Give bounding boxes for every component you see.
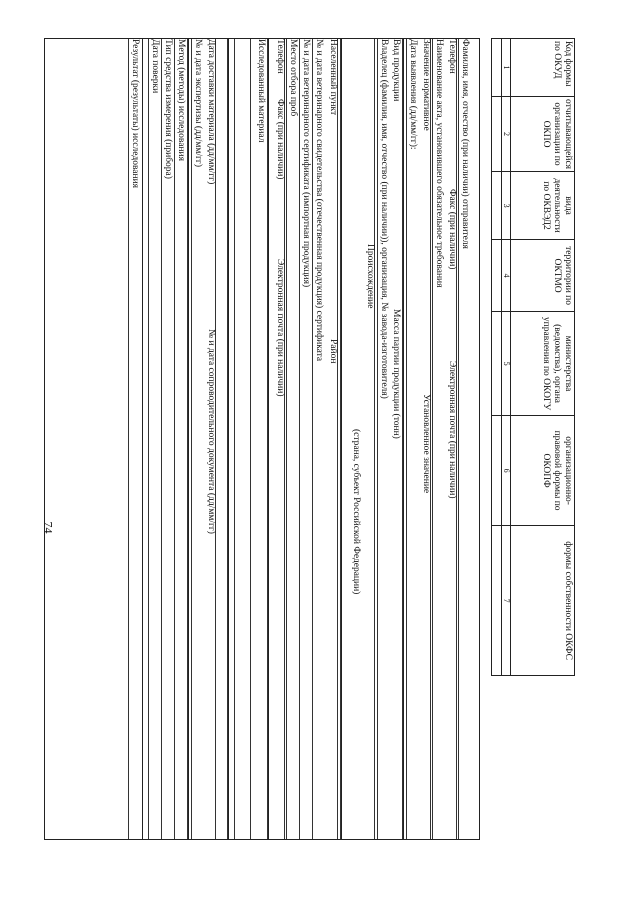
vet-import-row[interactable] xyxy=(299,39,311,839)
vet-import-label: № и дата ветеринарного сертификата (импортная продукция) xyxy=(301,39,311,288)
sample-form xyxy=(142,38,480,840)
header-okogu: министерства (ведомства), органа управления по ОКОГУ xyxy=(511,312,575,416)
col-number: 7 xyxy=(502,526,511,676)
divider xyxy=(402,39,404,839)
phone2-row[interactable] xyxy=(275,39,285,839)
sender-name-label: Фамилия, имя, отчество (при наличии) отправителя xyxy=(460,39,470,249)
value-cell[interactable] xyxy=(492,172,502,240)
phone2-label: Телефон xyxy=(275,39,285,74)
material-row[interactable] xyxy=(255,39,266,839)
verification-label: Дата поверки xyxy=(150,39,160,94)
settlement-row[interactable] xyxy=(328,39,338,839)
email2-label: Электронная почта (при наличии) xyxy=(275,259,285,397)
value-cell[interactable] xyxy=(492,526,502,676)
material-line[interactable] xyxy=(250,39,251,839)
header-okud: Код формы по ОКУД xyxy=(511,39,575,97)
col-number: 3 xyxy=(502,172,511,240)
accompanying-label: № и дата сопроводительного документа (дд/мм/гг) xyxy=(206,329,216,534)
material-line[interactable] xyxy=(234,39,235,839)
vet-domestic-label: № и дата ветеринарного свидетельства (отечественная продукция) сертификата xyxy=(314,39,324,362)
expertise-label: № и дата экспертизы (дд/мм/гг) xyxy=(193,39,203,167)
result-row[interactable] xyxy=(128,39,140,839)
requirements-row[interactable] xyxy=(432,39,444,839)
value-cell[interactable] xyxy=(492,39,502,97)
detection-date-label: Дата выявления (дд/мм/гг): xyxy=(408,39,418,150)
phone-row[interactable] xyxy=(447,39,457,839)
fax-label: Факс (при наличии) xyxy=(447,189,457,270)
value-cell[interactable] xyxy=(492,240,502,312)
result-section xyxy=(44,38,143,840)
divider xyxy=(187,39,189,839)
owner-row[interactable] xyxy=(377,39,389,839)
col-number: 5 xyxy=(502,312,511,416)
email-label: Электронная почта (при наличии) xyxy=(447,361,457,499)
header-okved: вида деятельности по ОКВЭД2 xyxy=(511,172,575,240)
fax2-label: Факс (при наличии) xyxy=(275,99,285,180)
expertise-row[interactable] xyxy=(191,39,203,839)
header-okfs: формы собственности ОКФС xyxy=(511,526,575,676)
rotated-form xyxy=(45,38,575,838)
header-okpo: отчитывающейся организации по ОКПО xyxy=(511,97,575,172)
detection-date-row[interactable] xyxy=(406,39,418,839)
col-number: 1 xyxy=(502,39,511,97)
settlement-label: Населенный пункт xyxy=(328,39,338,116)
vet-domestic-row[interactable] xyxy=(312,39,324,839)
product-type-label: Вид продукции xyxy=(391,39,401,102)
origin-hint: (страна, субъект Российской Федерации) xyxy=(351,429,361,595)
header-oktmo: территории по ОКТМО xyxy=(511,240,575,312)
divider xyxy=(267,39,269,839)
value-cell[interactable] xyxy=(492,97,502,172)
method-row[interactable] xyxy=(174,39,186,839)
col-number: 4 xyxy=(502,240,511,312)
col-number: 2 xyxy=(502,97,511,172)
delivery-row[interactable] xyxy=(206,39,216,839)
established-label: Установленное значение xyxy=(421,394,431,494)
method-label: Метод (методы) исследования xyxy=(176,39,186,161)
normative-label: Значение нормативное xyxy=(421,39,431,131)
phone-label: Телефон xyxy=(447,39,457,74)
instrument-row[interactable] xyxy=(161,39,173,839)
instrument-label: Тип средства измерения (прибора) xyxy=(163,39,173,179)
origin-row[interactable] xyxy=(365,39,375,839)
value-cell[interactable] xyxy=(492,416,502,526)
header-okopf: организационно-правовой формы по ОКОПФ xyxy=(511,416,575,526)
result-label: Результат (результаты) исследования xyxy=(130,39,140,189)
page-number: 74 xyxy=(41,521,56,534)
sampling-place-label: Место отбора проб xyxy=(288,39,298,117)
verification-row[interactable] xyxy=(148,39,160,839)
delivery-label: Дата доставки материала (дд/мм/гг) xyxy=(206,39,216,185)
col-number: 6 xyxy=(502,416,511,526)
batch-mass-label: Масса партии продукции (тонн) xyxy=(391,309,401,439)
codes-table xyxy=(491,38,575,676)
requirements-label: Наименование акта, установившего обязательное требования xyxy=(434,39,444,288)
owner-label: Владелец (фамилия, имя, отчество (при наличии)), организация, № завода-изготовителя) xyxy=(379,39,389,399)
material-label: Исследованный материал xyxy=(256,39,266,143)
sender-name-row[interactable] xyxy=(458,39,470,839)
normative-row[interactable] xyxy=(421,39,431,839)
origin-label: Происхождение xyxy=(365,244,375,309)
divider xyxy=(227,39,229,839)
value-cell[interactable] xyxy=(492,312,502,416)
district-label: Район xyxy=(328,339,338,364)
divider xyxy=(340,39,342,839)
sampling-place-row[interactable] xyxy=(286,39,298,839)
